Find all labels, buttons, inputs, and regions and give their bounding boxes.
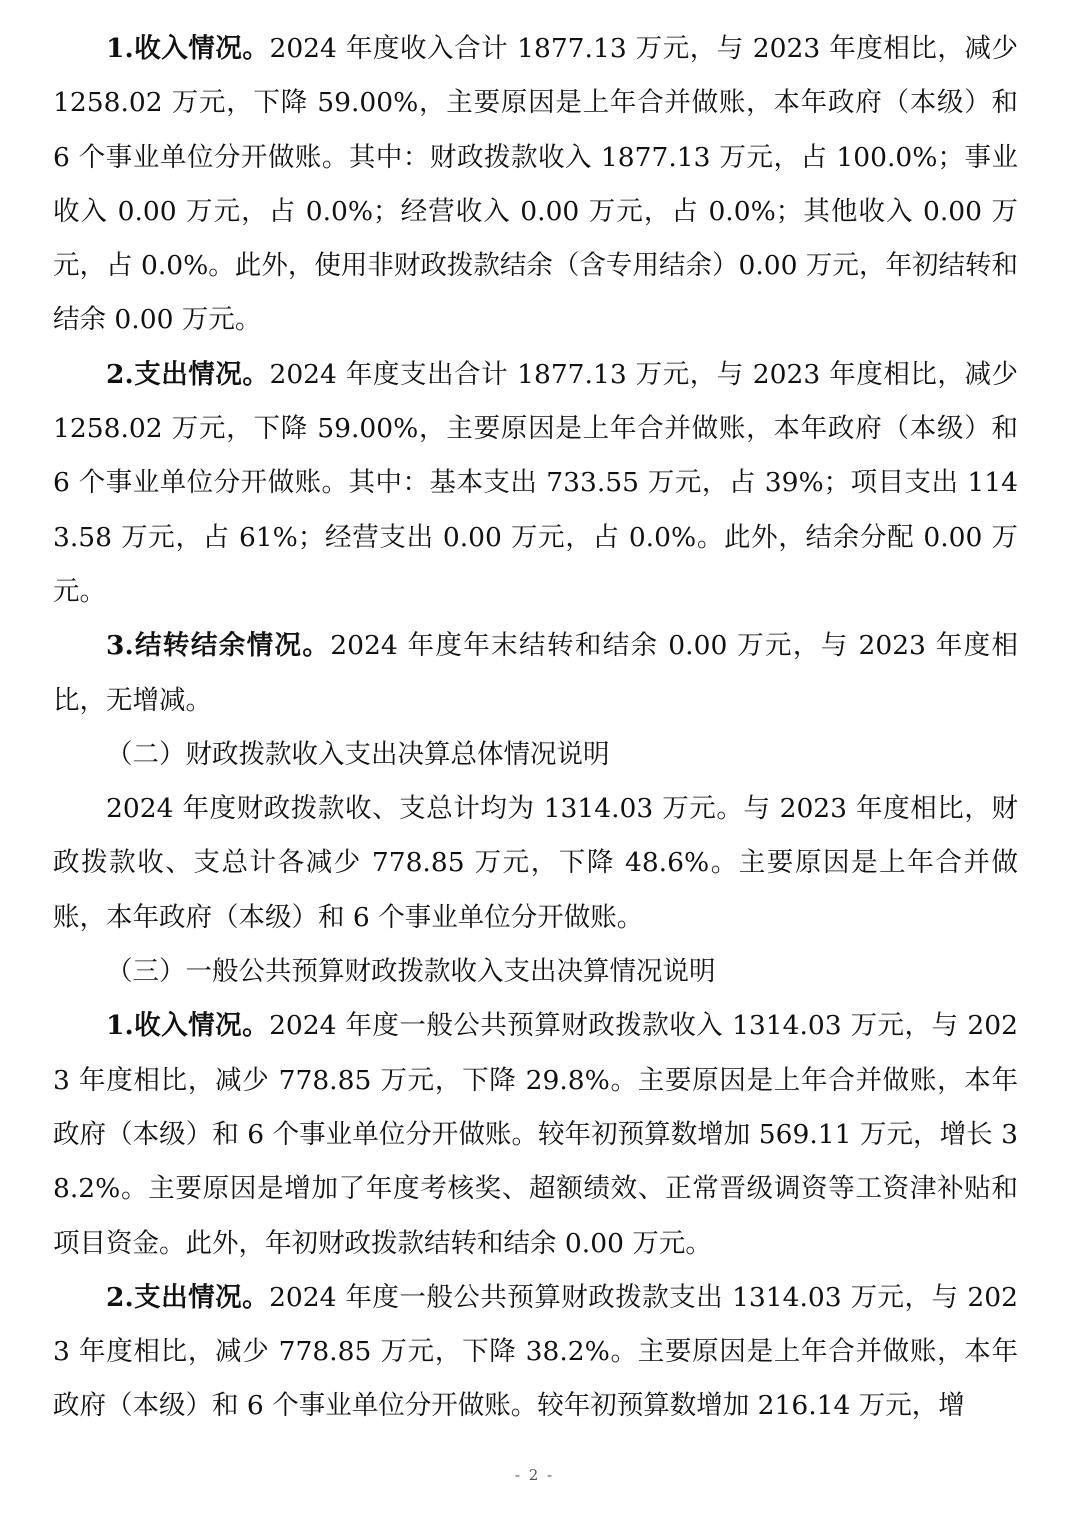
section3-income-paragraph <box>53 999 1018 1270</box>
section3-expense-paragraph <box>53 1271 1018 1434</box>
income-text: 2024 年度收入合计 1877.13 万元，与 2023 年度相比，减少 1258.02 万元，下降 59.00%，主要原因是上年合并做账，本年政府（本级）和 6 个事业单位分开做账。其中：财政拨款收入 1877.13 万元，占 100.0%；事业收入 0.00 万元，占 0.0%；经营收入 0.00 万元，占 0.0%；其他收入 0.00 万元，占 0.0%。此外，使用非财政拨款结余（含专用结余）0.00 万元，年初结转和结余 0.00 万元。 <box>53 33 1018 336</box>
section2-heading: （二）财政拨款收入支出决算总体情况说明 <box>106 738 610 770</box>
section2-paragraph <box>53 782 1018 945</box>
page-number: - 2 - <box>514 1466 555 1484</box>
income-paragraph <box>53 22 1018 348</box>
carryover-lead: 3.结转结余情况。 <box>106 630 331 662</box>
income-lead: 1.收入情况。 <box>106 33 270 64</box>
section3-heading: （三）一般公共预算财政拨款收入支出决算情况说明 <box>106 956 716 988</box>
section3-income-lead: 1.收入情况。 <box>106 1010 270 1042</box>
expense-paragraph <box>53 348 1018 619</box>
expense-text: 2024 年度支出合计 1877.13 万元，与 2023 年度相比，减少 1258.02 万元，下降 59.00%，主要原因是上年合并做账，本年政府（本级）和 6 个事业单位分开做账。其中：基本支出 733.55 万元，占 39%；项目支出 1143.58 万元，占 61%；经营支出 0.00 万元，占 0.0%。此外，结余分配 0.00 万元。 <box>53 358 1018 607</box>
section2-text: 2024 年度财政拨款收、支总计均为 1314.03 万元。与 2023 年度相比，财政拨款收、支总计各减少 778.85 万元，下降 48.6%。主要原因是上年合并做账，本年政府（本级）和 6 个事业单位分开做账。 <box>53 793 1018 933</box>
section3-income-text: 2024 年度一般公共预算财政拨款收入 1314.03 万元，与 2023 年度相比，减少 778.85 万元，下降 29.8%。主要原因是上年合并做账，本年政府（本级）和 6 个事业单位分开做账。较年初预算数增加 569.11 万元，增长 38.2%。主要原因是增加了年度考核奖、超额绩效、正常晋级调资等工资津补贴和项目资金。此外，年初财政拨款结转和结余 0.00 万元。 <box>53 1010 1018 1259</box>
expense-lead: 2.支出情况。 <box>106 358 270 390</box>
section3-expense-lead: 2.支出情况。 <box>106 1281 270 1313</box>
carryover-paragraph <box>53 619 1018 728</box>
section3-expense-text: 2024 年度一般公共预算财政拨款支出 1314.03 万元，与 2023 年度相比，减少 778.85 万元，下降 38.2%。主要原因是上年合并做账，本年政府（本级）和 6 个事业单位分开做账。较年初预算数增加 216.14 万元，增 <box>53 1281 1018 1422</box>
document-page <box>53 22 1018 1434</box>
carryover-text: 2024 年度年末结转和结余 0.00 万元，与 2023 年度相比，无增减。 <box>53 630 1018 716</box>
